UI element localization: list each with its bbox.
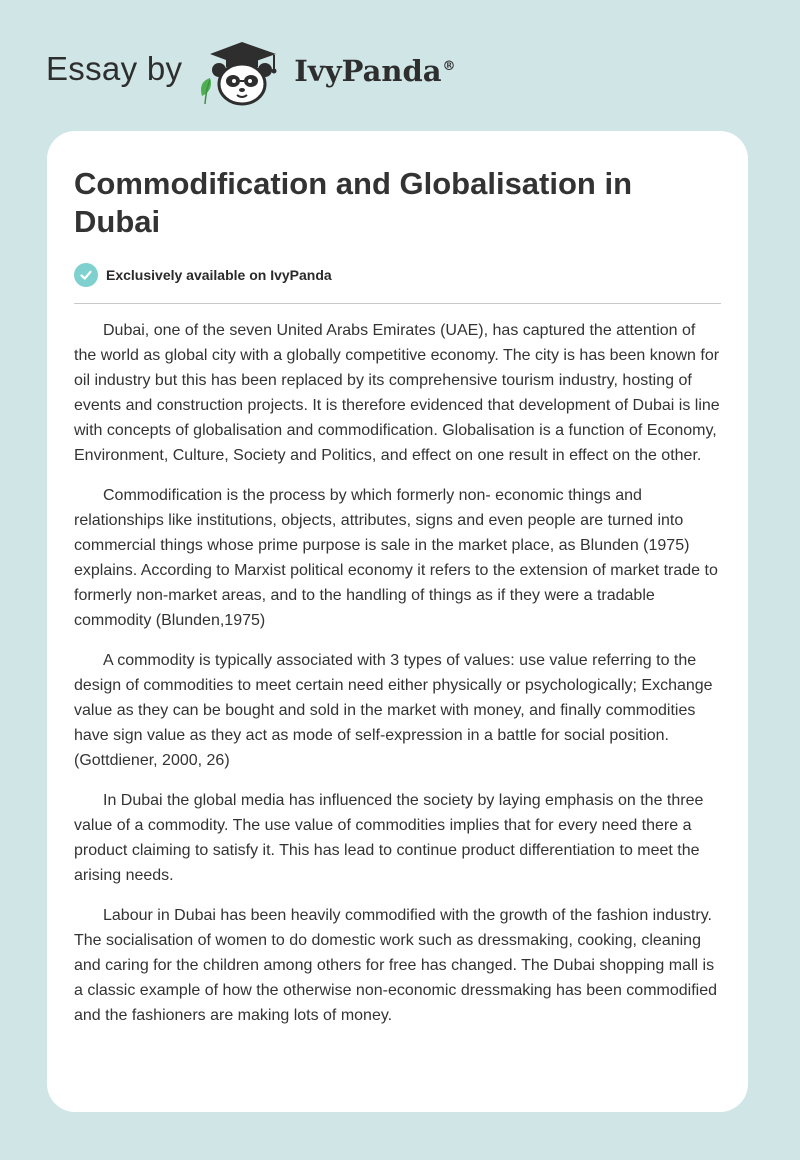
paragraph: Labour in Dubai has been heavily commodified with the growth of the fashion industry. The socialisation of women to do domestic work such as dressmaking, cooking, cleaning and caring for the children among others for free has changed. The Dubai shopping mall is a classic example of how the otherwise non-economic dressmaking has been commodified and the fashioners are making lots of money. [74, 907, 717, 1024]
paragraph: In Dubai the global media has influenced the society by laying emphasis on the three value of a commodity. The use value of commodities implies that for every need there a product claiming to satisfy it. This has lead to continue product differentiation to meet the arising needs. [74, 792, 704, 884]
paragraph: A commodity is typically associated with 3 types of values: use value referring to the design of commodities to meet certain need either physically or psychologically; Exchange value as they can be bought and sold in the market with money, and finally commodities have sign value as they act as mode of self-expression in a battle for social position. (Gottdiener, 2000, 26) [74, 652, 713, 769]
exclusive-badge-label: Exclusively available on IvyPanda [106, 267, 332, 283]
check-circle-icon [74, 263, 98, 287]
exclusive-badge [74, 263, 721, 287]
brand-prefix: Essay by [46, 50, 183, 87]
registered-mark: ® [442, 59, 456, 75]
brand-header[interactable] [46, 38, 456, 108]
paragraph: Commodification is the process by which formerly non- economic things and relationships like institutions, objects, attributes, signs and even people are turned into commercial things whose prime purpose is sale in the market place, as Blunden (1975) explains. According to Marxist political economy it refers to the extension of market trade to formerly non-market areas, and to the handling of things as if they were a tradable commodity (Blunden,1975) [74, 487, 718, 629]
article-card [47, 131, 748, 1112]
paragraph: Dubai, one of the seven United Arabs Emirates (UAE), has captured the attention of the world as global city with a globally competitive economy. The city is has been known for oil industry but this has been replaced by its comprehensive tourism industry, hosting of events and construction projects. It is therefore evidenced that development of Dubai is line with concepts of globalisation and commodification. Globalisation is a function of Economy, Environment, Culture, Society and Politics, and effect on one result in effect on the other. [74, 322, 720, 464]
panda-graduate-icon [196, 38, 288, 108]
divider [74, 303, 721, 304]
brand-name: IvyPanda® [294, 54, 456, 88]
article-body [74, 318, 721, 1028]
article-title: Commodification and Globalisation in Dubai [74, 166, 633, 239]
